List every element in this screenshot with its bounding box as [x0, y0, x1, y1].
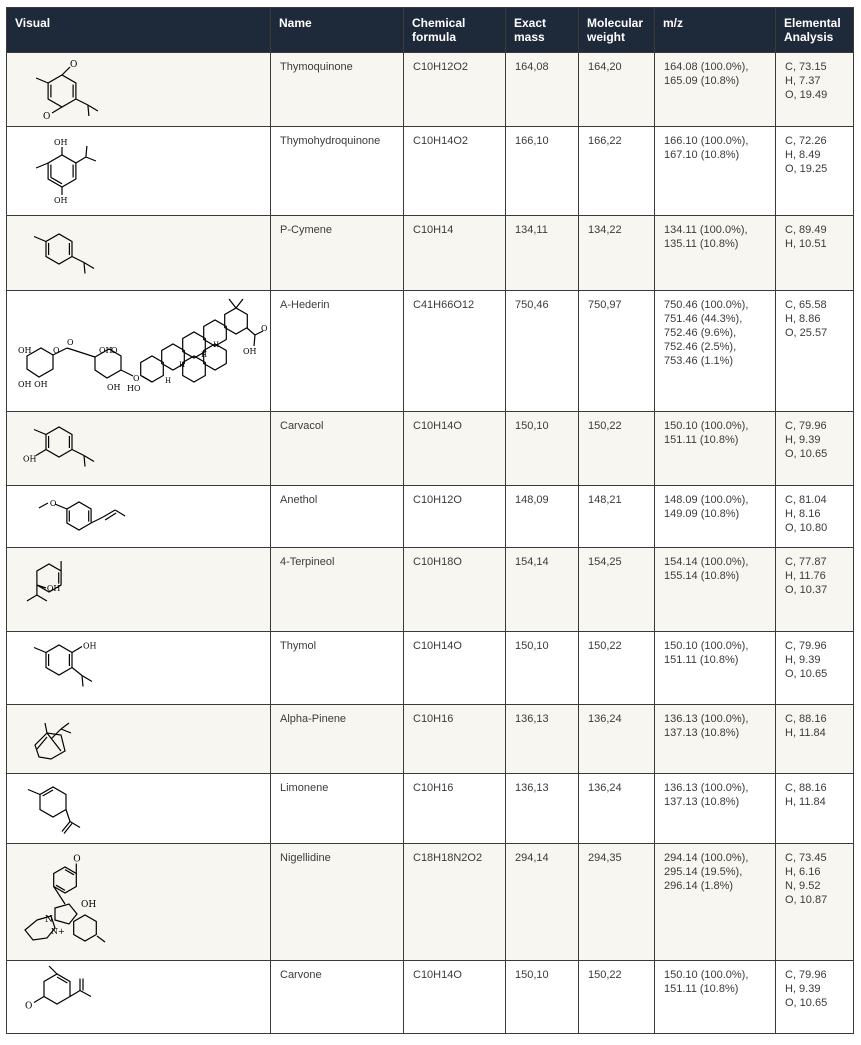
atom-label: OH: [23, 454, 37, 464]
elemental-value: H, 9.39: [785, 654, 821, 666]
atom-label: O: [53, 346, 60, 355]
atom-label: O: [133, 374, 140, 383]
table-row: [7, 412, 854, 486]
mz-cell: [655, 127, 776, 216]
compound-table: [6, 7, 854, 1034]
header-exact-mass: Exact mass: [506, 8, 579, 53]
table-row: [7, 632, 854, 705]
elemental-analysis-cell: [776, 127, 854, 216]
mz-value: 148.09 (100.0%),: [664, 494, 749, 506]
chemical-formula: C10H14O: [404, 961, 506, 1034]
visual-cell: [7, 127, 271, 216]
molecular-weight: 148,21: [579, 486, 655, 548]
compound-name: Nigellidine: [271, 844, 404, 961]
compound-name: 4-Terpineol: [271, 548, 404, 632]
elemental-value: O, 10.65: [785, 668, 828, 680]
atom-label: O: [111, 346, 118, 355]
exact-mass: 750,46: [506, 291, 579, 412]
atom-label: O: [261, 324, 268, 333]
elemental-analysis-cell: [776, 961, 854, 1034]
elemental-analysis-cell: [776, 844, 854, 961]
mz-cell: [655, 844, 776, 961]
compound-name: Carvacol: [271, 412, 404, 486]
alpha-pinene-structure-icon: [7, 705, 269, 772]
mz-value: 136.13 (100.0%),: [664, 713, 749, 725]
mz-value: 154.14 (100.0%),: [664, 556, 749, 568]
elemental-analysis-cell: [776, 53, 854, 127]
exact-mass: 136,13: [506, 774, 579, 844]
thymohydroquinone-structure-icon: [7, 127, 269, 214]
atom-label: OH: [81, 900, 97, 910]
elemental-value: C, 73.45: [785, 852, 827, 864]
mz-value: 166.10 (100.0%),: [664, 135, 749, 147]
atom-label: N+: [51, 927, 65, 936]
elemental-value: H, 11.84: [785, 796, 826, 808]
exact-mass: 150,10: [506, 412, 579, 486]
visual-cell: [7, 705, 271, 774]
compound-name: Anethol: [271, 486, 404, 548]
mz-value: 294.14 (100.0%),: [664, 852, 749, 864]
elemental-analysis-cell: [776, 216, 854, 291]
visual-cell: [7, 412, 271, 486]
atom-label: O: [70, 60, 78, 70]
atom-label: O: [67, 338, 74, 347]
mz-value: 151.11 (10.8%): [664, 654, 739, 666]
table-row: [7, 961, 854, 1034]
atom-label: O: [43, 112, 51, 122]
mz-value: 135.11 (10.8%): [664, 238, 739, 250]
elemental-analysis-cell: [776, 548, 854, 632]
atom-label: O: [49, 499, 57, 508]
mz-value: 136.13 (100.0%),: [664, 782, 749, 794]
molecular-weight: 166,22: [579, 127, 655, 216]
elemental-value: O, 10.65: [785, 448, 828, 460]
mz-cell: [655, 774, 776, 844]
elemental-value: C, 81.04: [785, 494, 827, 506]
table-row: [7, 844, 854, 961]
exact-mass: 150,10: [506, 632, 579, 705]
compound-name: Alpha-Pinene: [271, 705, 404, 774]
molecular-weight: 154,25: [579, 548, 655, 632]
mz-value: 134.11 (100.0%),: [664, 224, 748, 236]
visual-cell: [7, 961, 271, 1034]
compound-name: Thymol: [271, 632, 404, 705]
atom-label: OH: [18, 346, 32, 355]
table-row: [7, 705, 854, 774]
molecular-weight: 164,20: [579, 53, 655, 127]
table-row: [7, 127, 854, 216]
molecular-weight: 294,35: [579, 844, 655, 961]
visual-cell: [7, 844, 271, 961]
exact-mass: 164,08: [506, 53, 579, 127]
elemental-value: H, 8.86: [785, 313, 821, 325]
mz-value: 753.46 (1.1%): [664, 355, 734, 367]
elemental-analysis-cell: [776, 486, 854, 548]
mz-value: 151.11 (10.8%): [664, 434, 739, 446]
elemental-value: C, 88.16: [785, 782, 827, 794]
molecular-weight: 136,24: [579, 705, 655, 774]
molecular-weight: 134,22: [579, 216, 655, 291]
a-hederin-structure-icon: [7, 291, 269, 410]
elemental-value: H, 11.76: [785, 570, 826, 582]
molecular-weight: 750,97: [579, 291, 655, 412]
mz-value: 165.09 (10.8%): [664, 75, 740, 87]
compound-name: P-Cymene: [271, 216, 404, 291]
atom-label: H: [213, 341, 220, 349]
mz-value: 752.46 (9.6%),: [664, 327, 737, 339]
atom-label: OH: [46, 584, 61, 593]
molecular-weight: 136,24: [579, 774, 655, 844]
carvone-structure-icon: [7, 961, 269, 1032]
header-name: Name: [271, 8, 404, 53]
mz-cell: [655, 486, 776, 548]
atom-label: OH OH: [18, 380, 48, 389]
carvacol-structure-icon: [7, 412, 269, 484]
elemental-value: C, 79.96: [785, 420, 827, 432]
elemental-analysis-cell: [776, 291, 854, 412]
elemental-value: C, 77.87: [785, 556, 827, 568]
atom-label: H: [201, 351, 208, 359]
compound-name: Carvone: [271, 961, 404, 1034]
atom-label: N: [45, 915, 53, 925]
elemental-value: H, 7.37: [785, 75, 821, 87]
table-row: [7, 548, 854, 632]
atom-label: O: [25, 1001, 33, 1012]
thymoquinone-structure-icon: [7, 53, 269, 125]
elemental-value: O, 25.57: [785, 327, 828, 339]
chemical-formula: C41H66O12: [404, 291, 506, 412]
visual-cell: [7, 486, 271, 548]
table-header-row: [7, 8, 854, 53]
mz-value: 295.14 (19.5%),: [664, 866, 743, 878]
chemical-formula: C10H16: [404, 705, 506, 774]
exact-mass: 136,13: [506, 705, 579, 774]
elemental-value: H, 9.39: [785, 983, 821, 995]
visual-cell: [7, 632, 271, 705]
header-molecular-weight: Molecular weight: [579, 8, 655, 53]
elemental-value: O, 19.49: [785, 89, 828, 101]
p-cymene-structure-icon: [7, 216, 269, 289]
chemical-formula: C10H14: [404, 216, 506, 291]
mz-cell: [655, 548, 776, 632]
compound-name: Thymoquinone: [271, 53, 404, 127]
mz-value: 150.10 (100.0%),: [664, 969, 749, 981]
elemental-value: O, 10.37: [785, 584, 828, 596]
mz-value: 296.14 (1.8%): [664, 880, 734, 892]
visual-cell: [7, 774, 271, 844]
mz-cell: [655, 961, 776, 1034]
elemental-value: O, 10.65: [785, 997, 828, 1009]
atom-label: OH: [54, 196, 68, 205]
elemental-value: H, 11.84: [785, 727, 826, 739]
thymol-structure-icon: [7, 632, 269, 703]
exact-mass: 134,11: [506, 216, 579, 291]
chemical-formula: C10H12O2: [404, 53, 506, 127]
table-row: [7, 291, 854, 412]
chemical-formula: C10H16: [404, 774, 506, 844]
mz-value: 150.10 (100.0%),: [664, 420, 749, 432]
mz-value: 149.09 (10.8%): [664, 508, 740, 520]
exact-mass: 294,14: [506, 844, 579, 961]
elemental-value: C, 89.49: [785, 224, 827, 236]
elemental-analysis-cell: [776, 774, 854, 844]
header-chemical-formula: Chemical formula: [404, 8, 506, 53]
elemental-value: N, 9.52: [785, 880, 821, 892]
chemical-formula: C10H14O2: [404, 127, 506, 216]
compound-name: Thymohydroquinone: [271, 127, 404, 216]
table-row: [7, 774, 854, 844]
elemental-value: O, 19.25: [785, 163, 828, 175]
anethol-structure-icon: [7, 486, 269, 546]
header-visual: Visual: [7, 8, 271, 53]
atom-label: OH: [99, 346, 113, 355]
mz-value: 137.13 (10.8%): [664, 727, 740, 739]
mz-value: 752.46 (2.5%),: [664, 341, 737, 353]
elemental-value: C, 88.16: [785, 713, 827, 725]
exact-mass: 154,14: [506, 548, 579, 632]
elemental-analysis-cell: [776, 412, 854, 486]
mz-value: 150.10 (100.0%),: [664, 640, 749, 652]
exact-mass: 150,10: [506, 961, 579, 1034]
chemical-formula: C10H12O: [404, 486, 506, 548]
exact-mass: 166,10: [506, 127, 579, 216]
nigellidine-structure-icon: [7, 844, 269, 959]
atom-label: OH: [107, 383, 121, 392]
chemical-formula: C10H18O: [404, 548, 506, 632]
visual-cell: [7, 216, 271, 291]
atom-label: OH: [54, 138, 68, 147]
compound-name: Limonene: [271, 774, 404, 844]
header-elemental-analysis: Elemental Analysis: [776, 8, 854, 53]
visual-cell: [7, 53, 271, 127]
visual-cell: [7, 548, 271, 632]
elemental-value: C, 65.58: [785, 299, 827, 311]
mz-cell: [655, 216, 776, 291]
compound-table-container: [6, 7, 853, 1034]
mz-value: 751.46 (44.3%),: [664, 313, 743, 325]
mz-value: 155.14 (10.8%): [664, 570, 740, 582]
mz-cell: [655, 291, 776, 412]
elemental-value: O, 10.87: [785, 894, 828, 906]
mz-value: 750.46 (100.0%),: [664, 299, 749, 311]
table-row: [7, 216, 854, 291]
elemental-value: C, 79.96: [785, 969, 827, 981]
compound-name: A-Hederin: [271, 291, 404, 412]
chemical-formula: C10H14O: [404, 412, 506, 486]
elemental-value: C, 72.26: [785, 135, 827, 147]
mz-cell: [655, 53, 776, 127]
atom-label: OH: [82, 641, 97, 651]
atom-label: OH: [243, 347, 257, 356]
elemental-value: C, 73.15: [785, 61, 827, 73]
mz-cell: [655, 412, 776, 486]
exact-mass: 148,09: [506, 486, 579, 548]
chemical-formula: C10H14O: [404, 632, 506, 705]
elemental-value: H, 8.16: [785, 508, 821, 520]
elemental-value: H, 8.49: [785, 149, 821, 161]
mz-value: 167.10 (10.8%): [664, 149, 740, 161]
elemental-value: H, 9.39: [785, 434, 821, 446]
elemental-analysis-cell: [776, 705, 854, 774]
elemental-analysis-cell: [776, 632, 854, 705]
molecular-weight: 150,22: [579, 632, 655, 705]
table-row: [7, 486, 854, 548]
mz-value: 164.08 (100.0%),: [664, 61, 749, 73]
table-row: [7, 53, 854, 127]
atom-label: O: [73, 854, 81, 865]
limonene-structure-icon: [7, 774, 269, 842]
atom-label: H: [179, 361, 186, 369]
chemical-formula: C18H18N2O2: [404, 844, 506, 961]
header-mz: m/z: [655, 8, 776, 53]
elemental-value: C, 79.96: [785, 640, 827, 652]
atom-label: H: [165, 377, 172, 385]
visual-cell: [7, 291, 271, 412]
elemental-value: H, 10.51: [785, 238, 827, 250]
molecular-weight: 150,22: [579, 961, 655, 1034]
mz-cell: [655, 705, 776, 774]
atom-label: HO: [127, 384, 141, 393]
elemental-value: O, 10.80: [785, 522, 828, 534]
terpineol-structure-icon: [7, 548, 269, 630]
elemental-value: H, 6.16: [785, 866, 821, 878]
mz-cell: [655, 632, 776, 705]
mz-value: 137.13 (10.8%): [664, 796, 740, 808]
molecular-weight: 150,22: [579, 412, 655, 486]
mz-value: 151.11 (10.8%): [664, 983, 739, 995]
